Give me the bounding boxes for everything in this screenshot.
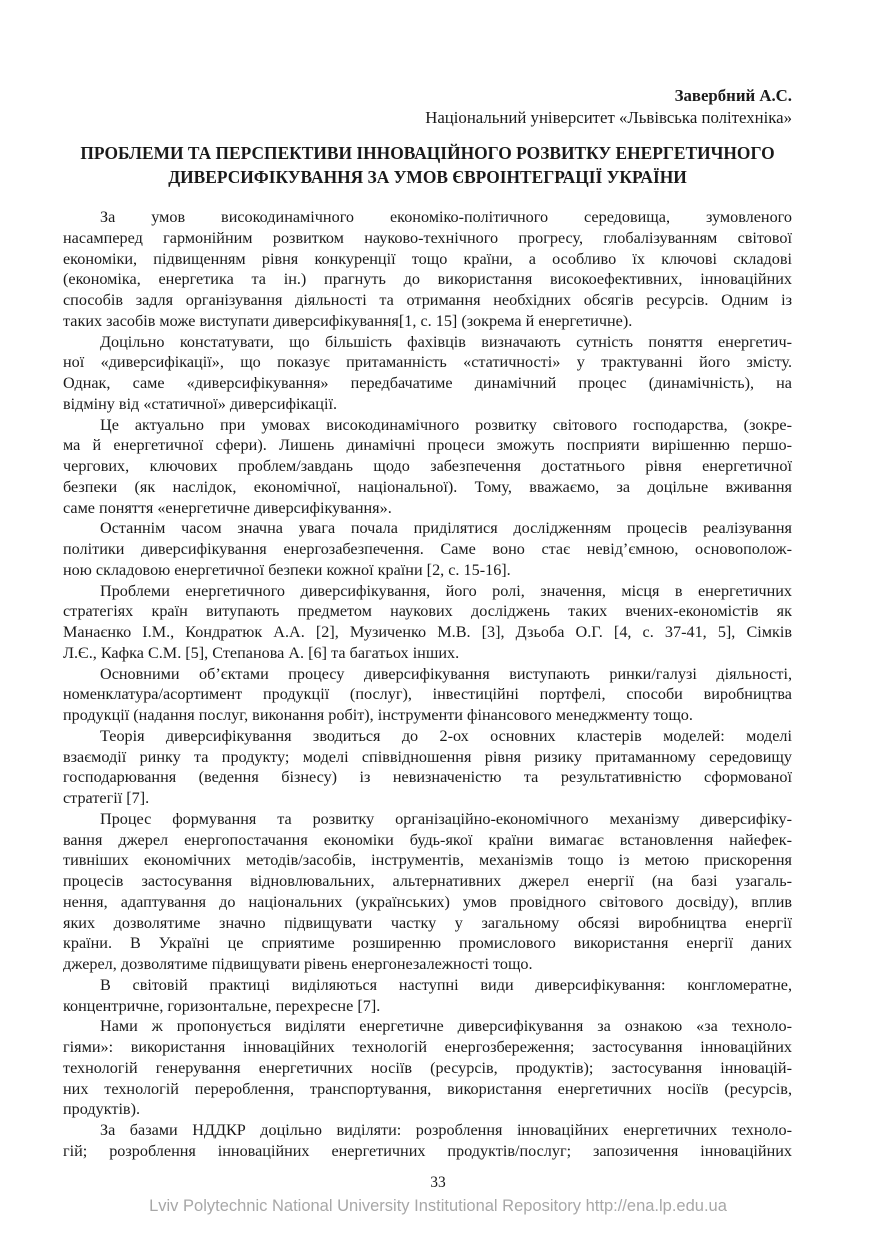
paragraph [63,1120,792,1162]
paragraph [63,518,792,580]
body-line: нення, адаптування до національних (українських) умов провідного світового досвіду), вплив [63,892,792,911]
body-line: ної «диверсифікації», що показує притаманність «статичності» у трактуванні його змісту. [63,353,792,372]
body-line: відміну від «статичної» диверсифікації. [63,394,338,413]
body-line: способів задля організування діяльності та отримання необхідних обсягів ресурсів. Одним із [63,291,792,309]
paragraph [63,332,792,415]
paragraph [63,1016,792,1120]
paragraph [63,415,792,519]
body-line: таких засобів може виступати диверсифікування[1, с. 15] (зокрема й енергетичне). [63,311,633,330]
body-line: джерел, дозволятиме підвищувати рівень енергонезалежності тощо. [63,955,533,973]
paragraph [63,207,792,332]
body-line: Л.Є., Кафка С.М. [5], Степанова А. [6] та багатьох інших. [63,643,460,662]
body-line: політики диверсифікування енергозабезпечення. Саме воно стає невід’ємною, основополож- [63,540,792,558]
body-line: Останнім часом значна увага почала приділятися дослідженням процесів реалізування [100,519,792,538]
article-title-line-2: ДИВЕРСИФІКУВАННЯ ЗА УМОВ ЄВРОІНТЕГРАЦІЇ УКРАЇНИ [168,166,687,187]
body-line: яких дозволятиме значно підвищувати частку у загальному обсязі виробництва енергії [63,913,792,932]
body-line: ма й енергетичної сфери). Лишень динамічні процеси зможуть посприяти вирішенню першо- [63,436,792,455]
body-line: продуктів). [63,1100,141,1119]
author-name: Завербний А.С. [674,86,792,105]
body-line: концентричне, горизонтальне, перехресне [7]. [63,996,381,1015]
body-line: стратегії [7]. [63,789,150,807]
body-line: За базами НДДКР доцільно виділяти: розроблення інноваційних енергетичних техноло- [100,1121,792,1139]
body-line: економіки, підвищенням рівня конкуренції тощо країни, а особливо їх ключові складові [63,249,792,268]
repository-watermark: Lviv Polytechnic National University Institutional Repository http://ena.lp.edu.ua [149,1197,727,1215]
body-line: Проблеми енергетичного диверсифікування, його ролі, значення, місця в енергетичних [100,581,792,600]
body-line: країни. В Україні це сприятиме розширенню промислового використання енергії даних [63,934,792,953]
body-line: взаємодії ринку та продукту; моделі співвідношення рівня ризику притаманному середовищу [63,747,792,766]
page-header [63,85,792,129]
article-title-line-1: ПРОБЛЕМИ ТА ПЕРСПЕКТИВИ ІННОВАЦІЙНОГО РОЗВИТКУ ЕНЕРГЕТИЧНОГО [80,143,775,163]
body-line: гіями»: використання інноваційних технологій енергозбереження; застосування інноваційних [63,1038,792,1056]
body-line: Основними об’єктами процесу диверсифікування виступають ринки/галузі діяльності, [100,664,792,683]
body-line: чергових, ключових проблем/завдань щодо забезпечення достатнього рівня енергетичної [63,457,792,475]
body-line: них технологій перероблення, транспортування, використання енергетичних носіїв (ресурсів, [63,1079,792,1098]
body-line: Манаєнко І.М., Кондратюк А.А. [2], Музиченко М.В. [3], Дзьоба О.Г. [4, с. 37-41, 5], Сімків [63,623,792,641]
body-line: ною складовою енергетичної безпеки кожної країни [2, с. 15-16]. [63,560,511,579]
body-line: гій; розроблення інноваційних енергетичних продуктів/послуг; запозичення інноваційних [63,1141,792,1160]
body-line: За умов високодинамічного економіко-політичного середовища, зумовленого [100,208,792,226]
paragraph [63,581,792,664]
body-line: Однак, саме «диверсифікування» передбачатиме динамічний процес (динамічність), на [63,374,792,392]
article-body [63,207,792,1162]
body-line: (економіка, енергетика та ін.) прагнуть до використання високоефективних, інноваційних [63,270,792,289]
author-affiliation: Національний університет «Львівська політехніка» [425,108,792,127]
body-line: тивніших економічних методів/засобів, інструментів, механізмів тощо із метою прискорення [63,851,792,870]
body-line: Теорія диверсифікування зводиться до 2-ох основних кластерів моделей: моделі [100,726,792,745]
paragraph [63,664,792,726]
body-line: продукції (надання послуг, виконання робіт), інструменти фінансового менеджменту тощо. [63,706,693,724]
body-line: В світовій практиці виділяються наступні види диверсифікування: конгломератне, [100,975,792,994]
body-line: безпеки (як наслідок, економічної, національної). Тому, вважаємо, за доцільне вживання [63,477,792,496]
paragraph [63,809,792,975]
body-line: насамперед гармонійним розвитком науково-технічного прогресу, глобалізуванням світової [63,228,792,247]
body-line: процесів застосування відновлювальних, альтернативних джерел енергії (на базі узагаль- [63,872,792,890]
body-line: господарювання (ведення бізнесу) із невизначеністю та результативністю сформованої [63,768,792,787]
article-title [63,142,792,189]
body-line: технологій генерування енергетичних носіїв (ресурсів, продуктів); застосування інновацій- [63,1058,792,1077]
body-line: Процес формування та розвитку організаційно-економічного механізму диверсифіку- [100,809,792,828]
body-line: Це актуально при умовах високодинамічного розвитку світового господарства, (зокре- [100,415,792,434]
body-line: Нами ж пропонується виділяти енергетичне диверсифікування за ознакою «за техноло- [100,1017,792,1036]
paragraph [63,975,792,1017]
body-line: стратегіях країн витупають предметом наукових досліджень таких вчених-економістів як [63,602,792,621]
body-line: Доцільно констатувати, що більшість фахівців визначають сутність поняття енергетич- [100,332,792,351]
body-line: номенклатура/асортимент продукції (послуг), інвестиційні портфелі, способи виробництва [63,685,792,704]
body-line: вання джерел енергопостачання економіки будь-якої країни вимагає встановлення найефек- [63,830,792,849]
body-line: саме поняття «енергетичне диверсифікування». [63,498,392,517]
page-number: 33 [430,1174,446,1191]
paragraph [63,726,792,809]
